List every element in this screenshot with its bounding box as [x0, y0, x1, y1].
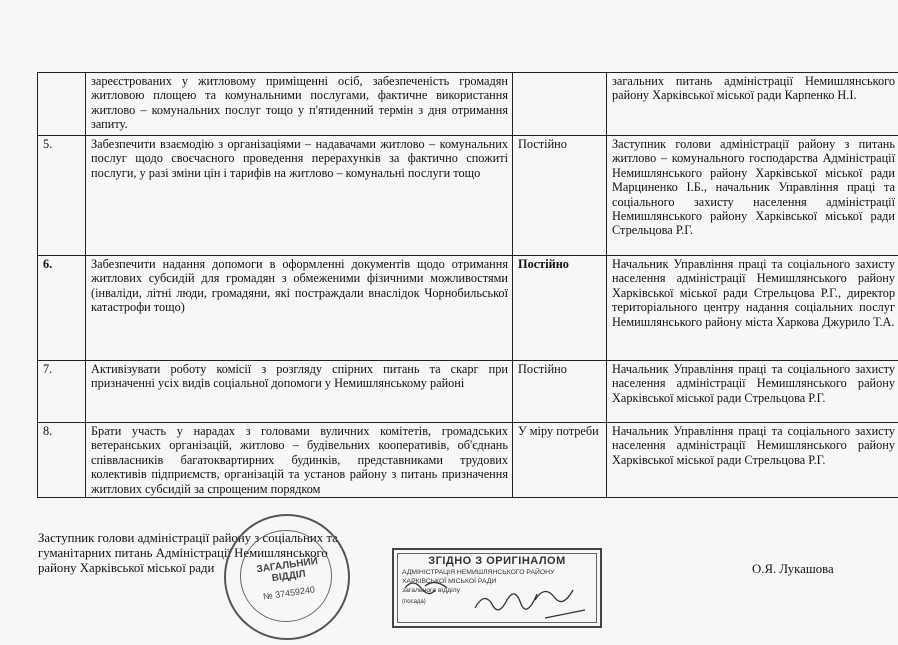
- row-action: зареєстрованих у житловому приміщенні осіб, забезпеченість громадян житловою площею та комунальними послугами, фактичне використання житлово – комунальних послуг тощо у п'ятиденний термін з дня отримання запиту.: [86, 73, 513, 136]
- row-term: Постійно: [513, 256, 607, 361]
- table-row: [38, 256, 898, 361]
- row-term: Постійно: [513, 136, 607, 256]
- row-action: Забезпечити взаємодію з організаціями – надавачами житлово – комунальних послуг щодо своєчасного проведення перерахунків за фактично спожиті послуги, у разі зміни цін і тарифів на житлово – комунальні послуги тощо: [86, 136, 513, 256]
- signatory-name: О.Я. Лукашова: [752, 562, 834, 576]
- round-stamp: [224, 514, 350, 640]
- round-stamp-title: ЗАГАЛЬНИЙ ВІДДІЛ: [255, 555, 319, 585]
- table-row: [38, 73, 898, 136]
- certified-copy-line: загального відділу: [402, 587, 460, 594]
- row-number: 6.: [38, 256, 86, 361]
- row-responsible: Начальник Управління праці та соціального захисту населення адміністрації Немишлянського району Харківської міської ради Стрельцова Р.Г.: [607, 361, 898, 423]
- certified-copy-line: АДМІНІСТРАЦІЯ НЕМИШЛЯНСЬКОГО РАЙОНУ: [402, 569, 555, 576]
- row-number: 5.: [38, 136, 86, 256]
- certified-copy-line: ХАРКІВСЬКОЇ МІСЬКОЇ РАДИ: [402, 578, 497, 585]
- row-responsible: Заступник голови адміністрації району з питань житлово – комунального господарства Адміністрації Немишлянського району Харківської міської ради Марциненко І.Б., начальник Управління праці та соціального захисту населення адміністрації Немишлянського району Харківської міської ради Стрельцова Р.Г.: [607, 136, 898, 256]
- handwritten-signature-icon: [395, 560, 605, 630]
- table-row: [38, 423, 898, 498]
- measures-table: [37, 72, 898, 498]
- row-responsible: Начальник Управління праці та соціального захисту населення адміністрації Немишлянського району Харківської міської ради Стрельцова Р.Г., директор територіального центру надання соціальних послуг Немишлянського району міста Харкова Джурило Т.А.: [607, 256, 898, 361]
- row-term: Постійно: [513, 361, 607, 423]
- row-term: [513, 73, 607, 136]
- table-row: [38, 136, 898, 256]
- row-action: Активізувати роботу комісії з розгляду спірних питань та скарг при призначенні усіх видів соціальної допомоги у Немишлянському районі: [86, 361, 513, 423]
- round-stamp-code: № 37459240: [262, 584, 316, 602]
- certified-copy-line: (посада): [402, 599, 426, 605]
- row-responsible: Начальник Управління праці та соціального захисту населення адміністрації Немишлянського району Харківської міської ради Стрельцова Р.Г.: [607, 423, 898, 498]
- row-number: 7.: [38, 361, 86, 423]
- row-number: 8.: [38, 423, 86, 498]
- signatory-position: Заступник голови адміністрації району з соціальних та гуманітарних питань Адміністрації Немишлянського району Харківської міської ради: [38, 531, 338, 575]
- table-row: [38, 361, 898, 423]
- row-action: Забезпечити надання допомоги в оформленні документів щодо отримання житлових субсидій для громадян з обмеженими фізичними можливостями (інваліди, літні люди, громадяни, які постраждали внаслідок Чорнобильської катастрофи тощо): [86, 256, 513, 361]
- row-term: У міру потреби: [513, 423, 607, 498]
- row-responsible: загальних питань адміністрації Немишлянського району Харківської міської ради Карпенко Н.І.: [607, 73, 898, 136]
- certified-copy-heading: ЗГІДНО З ОРИГІНАЛОМ: [428, 555, 566, 567]
- row-number: [38, 73, 86, 136]
- row-action: Брати участь у нарадах з головами вуличних комітетів, громадських ветеранських організацій, житлово – будівельних кооперативів, об'єднань співвласників багатоквартирних будинків, представниками трудових колективів підприємств, організацій та установ району з питань призначення житлових субсидій за спрощеним порядком: [86, 423, 513, 498]
